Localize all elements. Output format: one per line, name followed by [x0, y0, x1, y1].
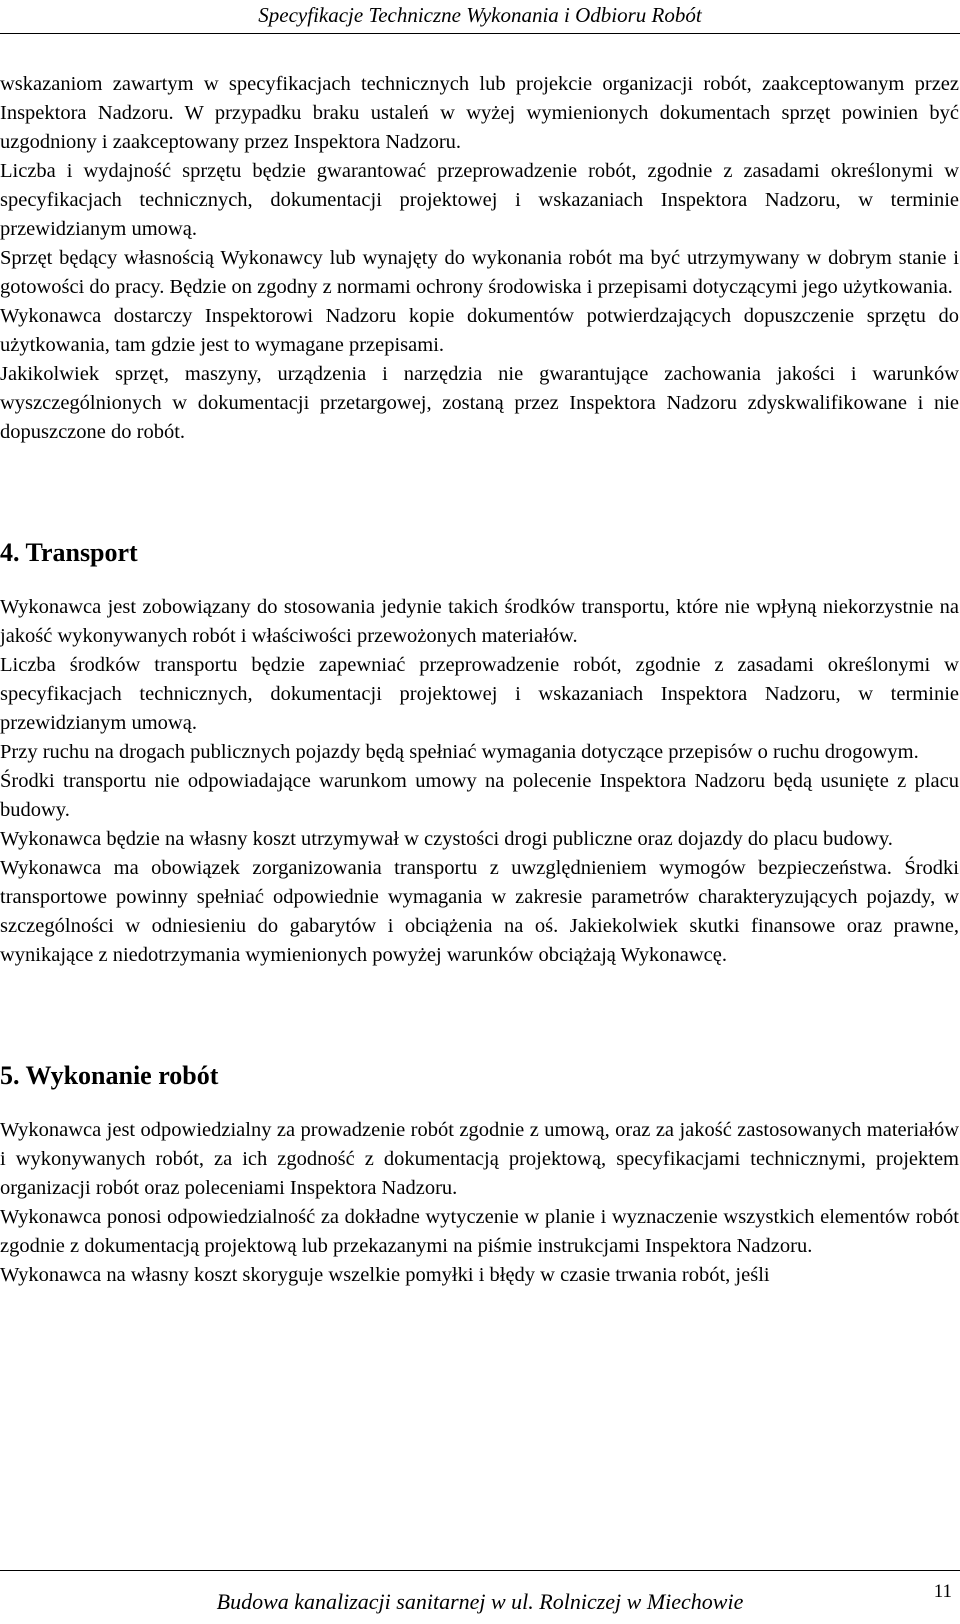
works-paragraph: Wykonawca jest odpowiedzialny za prowadzenie robót zgodnie z umową, oraz za jakość zastosowanych materiałów i wykonywanych robót, za ich zgodność z dokumentacją projektową, specyfikacjami technicznymi, projektem organizacji robót oraz poleceniami Inspektora Nadzoru. — [0, 1119, 959, 1199]
works-paragraph: Wykonawca ponosi odpowiedzialność za dokładne wytyczenie w planie i wyznaczenie wszystkich elementów robót zgodnie z dokumentacją projektową lub przekazanymi na piśmie instrukcjami Inspektora Nadzoru. — [0, 1206, 959, 1257]
transport-paragraph: Liczba środków transportu będzie zapewniać przeprowadzenie robót, zgodnie z zasadami określonymi w specyfikacjach technicznych, dokumentacji projektowej i wskazaniach Inspektora Nadzoru, w terminie przewidzianym umową. — [0, 654, 959, 734]
transport-paragraph: Przy ruchu na drogach publicznych pojazdy będą spełniać wymagania dotyczące przepisów o ruchu drogowym. — [0, 741, 919, 763]
section-spacer — [0, 970, 959, 1060]
transport-paragraph: Wykonawca ma obowiązek zorganizowania transportu z uwzględnieniem wymogów bezpieczeństwa. Środki transportowe powinny spełniać odpowiednie wymagania w zakresie parametrów charakteryzujących pojazdy, w szczególności w odniesieniu do gabarytów i obciążenia na oś. Jakiekolwiek skutki finansowe oraz prawne, wynikające z niedotrzymania wymienionych powyżej warunków obciążają Wykonawcę. — [0, 857, 959, 966]
intro-paragraph: Liczba i wydajność sprzętu będzie gwarantować przeprowadzenie robót, zgodnie z zasadami określonymi w specyfikacjach technicznych, dokumentacji projektowej i wskazaniach Inspektora Nadzoru, w terminie przewidzianym umową. — [0, 160, 959, 240]
transport-paragraph: Środki transportu nie odpowiadające warunkom umowy na polecenie Inspektora Nadzoru będą usunięte z placu budowy. — [0, 770, 959, 821]
header-title: Specyfikacje Techniczne Wykonania i Odbioru Robót — [258, 3, 702, 27]
transport-paragraph: Wykonawca jest zobowiązany do stosowania jedynie takich środków transportu, które nie wpłyną niekorzystnie na jakość wykonywanych robót i właściwości przewożonych materiałów. — [0, 596, 959, 647]
section-heading-transport: 4. Transport — [0, 538, 138, 567]
document-body — [0, 70, 959, 1290]
page-header — [0, 0, 960, 40]
page-footer — [0, 1570, 960, 1624]
intro-paragraph: Sprzęt będący własnością Wykonawcy lub wynajęty do wykonania robót ma być utrzymywany w dobrym stanie i gotowości do pracy. Będzie on zgodny z normami ochrony środowiska i przepisami dotyczącymi jego użytkowania. — [0, 247, 959, 298]
intro-paragraph: wskazaniom zawartym w specyfikacjach technicznych lub projekcie organizacji robót, zaakceptowanym przez Inspektora Nadzoru. W przypadku braku ustaleń w wyżej wymienionych dokumentach sprzęt powinien być uzgodniony i zaakceptowany przez Inspektora Nadzoru. — [0, 73, 959, 153]
intro-paragraph: Jakikolwiek sprzęt, maszyny, urządzenia i narzędzia nie gwarantujące zachowania jakości i warunków wyszczególnionych w dokumentacji przetargowej, zostaną przez Inspektora Nadzoru zdyskwalifikowane i nie dopuszczone do robót. — [0, 363, 959, 443]
section-heading-works: 5. Wykonanie robót — [0, 1061, 219, 1090]
section-spacer — [0, 447, 959, 537]
page-number: 11 — [933, 1581, 952, 1602]
transport-paragraph: Wykonawca będzie na własny koszt utrzymywał w czystości drogi publiczne oraz dojazdy do placu budowy. — [0, 828, 893, 850]
heading-spacer — [0, 569, 959, 593]
intro-paragraph: Wykonawca dostarczy Inspektorowi Nadzoru kopie dokumentów potwierdzających dopuszczenie sprzętu do użytkowania, tam gdzie jest to wymagane przepisami. — [0, 305, 959, 356]
header-rule — [0, 33, 960, 34]
works-paragraph: Wykonawca na własny koszt skoryguje wszelkie pomyłki i błędy w czasie trwania robót, jeśli — [0, 1264, 770, 1286]
footer-text: Budowa kanalizacji sanitarnej w ul. Rolniczej w Miechowie — [216, 1589, 744, 1614]
footer-rule — [0, 1570, 960, 1571]
heading-spacer — [0, 1092, 959, 1116]
